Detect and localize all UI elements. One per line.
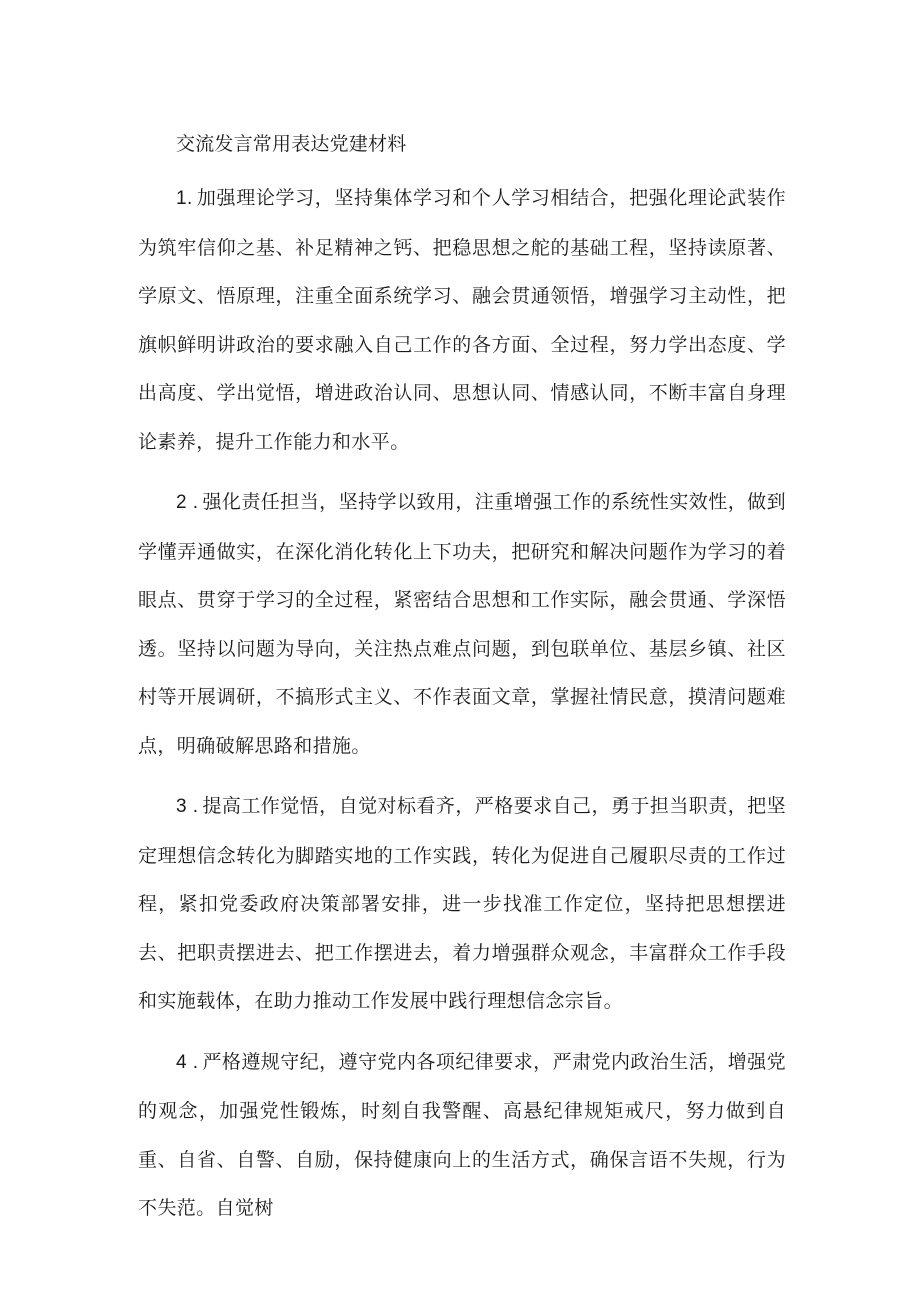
paragraph-4 <box>138 1038 786 1233</box>
paragraph-number: 3 . <box>176 796 199 817</box>
paragraph-2 <box>138 478 786 770</box>
paragraph-1 <box>138 174 786 466</box>
paragraph-number: 2 . <box>176 492 199 513</box>
paragraph-text: 强化责任担当，坚持学以致用，注重增强工作的系统性实效性，做到学懂弄通做实，在深化消化转化上下功夫，把研究和解决问题作为学习的着眼点、贯穿于学习的全过程，紧密结合思想和工作实际，融会贯通、学深悟透。坚持以问题为导向，关注热点难点问题，到包联单位、基层乡镇、社区村等开展调研，不搞形式主义、不作表面文章，掌握社情民意，摸清问题难点，明确破解思路和措施。 <box>138 491 786 757</box>
paragraph-text: 加强理论学习，坚持集体学习和个人学习相结合，把强化理论武装作为筑牢信仰之基、补足精神之钙、把稳思想之舵的基础工程，坚持读原著、学原文、悟原理，注重全面系统学习、融会贯通领悟，增强学习主动性，把旗帜鲜明讲政治的要求融入自己工作的各方面、全过程，努力学出态度、学出高度、学出觉悟，增进政治认同、思想认同、情感认同，不断丰富自身理论素养，提升工作能力和水平。 <box>138 187 786 453</box>
paragraph-number: 4 . <box>176 1051 199 1073</box>
paragraph-text: 提高工作觉悟，自觉对标看齐，严格要求自己，勇于担当职责，把坚定理想信念转化为脚踏实地的工作实践，转化为促进自己履职尽责的工作过程，紧扣党委政府决策部署安排，进一步找准工作定位，坚持把思想摆进去、把职责摆进去、把工作摆进去，着力增强群众观念，丰富群众工作手段和实施载体，在助力推动工作发展中践行理想信念宗旨。 <box>138 795 786 1012</box>
paragraph-number: 1. <box>176 188 193 209</box>
paragraph-text: 严格遵规守纪，遵守党内各项纪律要求，严肃党内政治生活，增强党的观念，加强党性锻炼，时刻自我警醒、高悬纪律规矩戒尺，努力做到自重、自省、自警、自励，保持健康向上的生活方式，确保言语不失规，行为不失范。自觉树 <box>138 1050 786 1219</box>
document-title: 交流发言常用表达党建材料 <box>176 133 407 155</box>
paragraph-3 <box>138 782 786 1026</box>
